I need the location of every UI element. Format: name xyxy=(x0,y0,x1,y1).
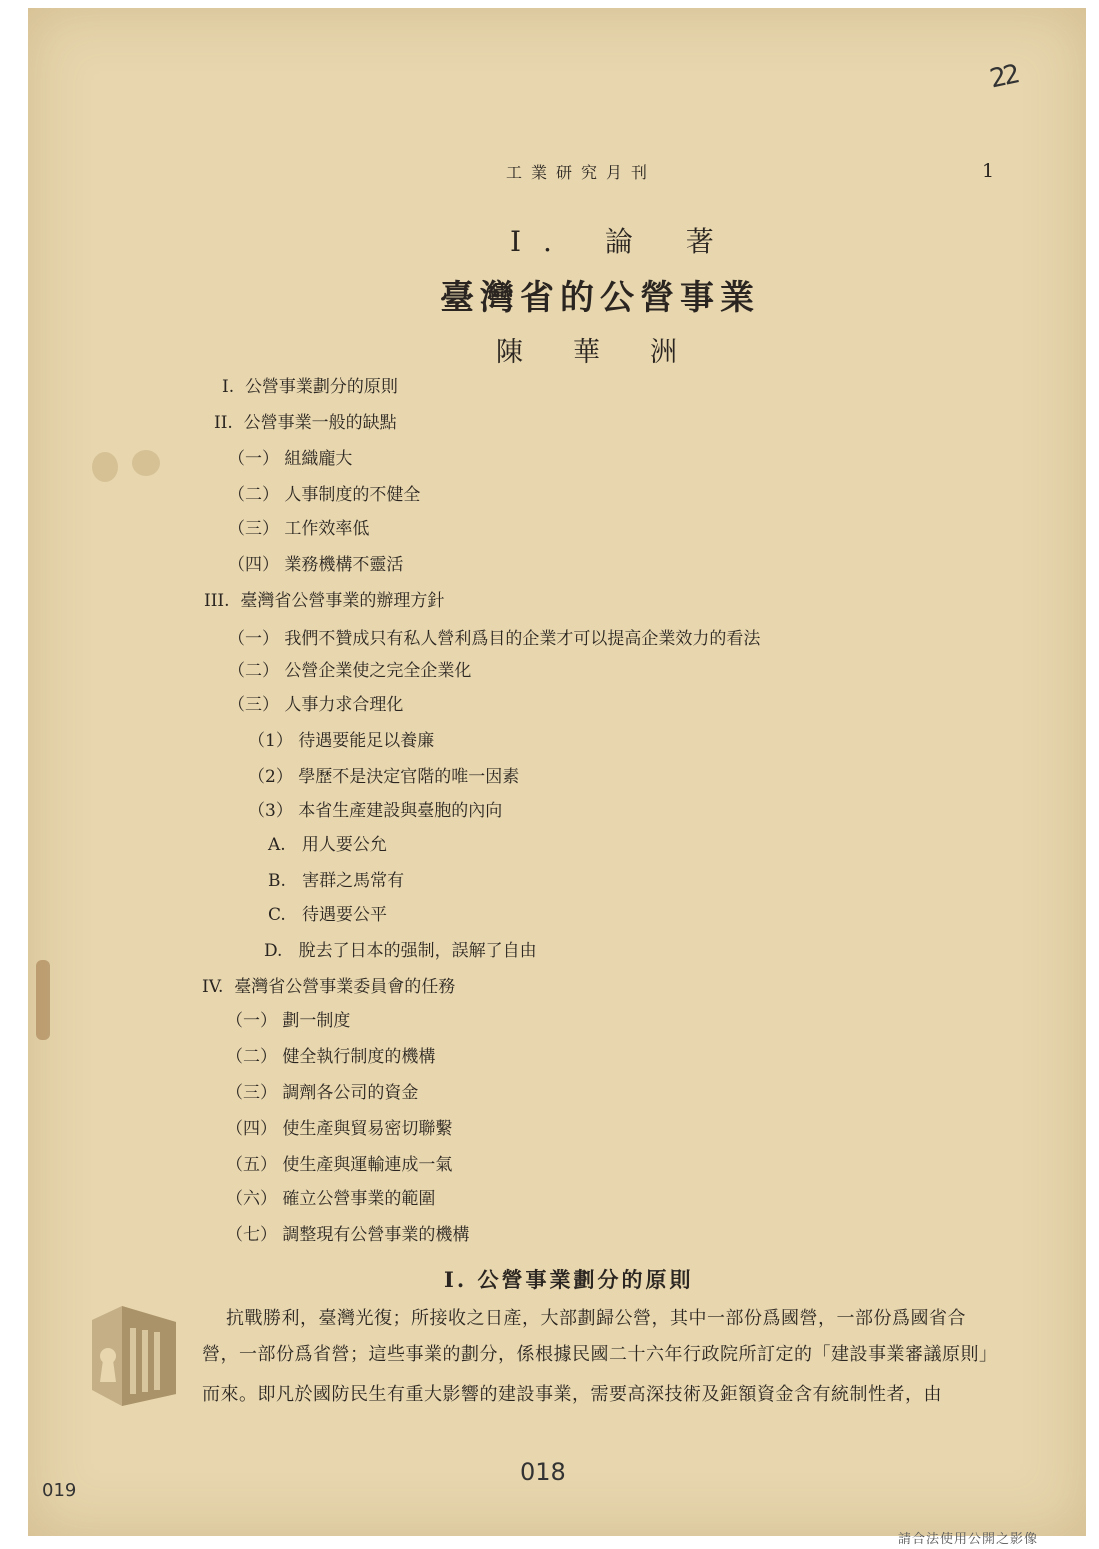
toc-item: （三） 工作效率低 xyxy=(228,519,370,539)
toc-item: III. 臺灣省公營事業的辦理方針 xyxy=(204,591,445,611)
article-author: 陳華洲 xyxy=(496,337,727,368)
toc-item: （一） 劃一制度 xyxy=(226,1011,351,1031)
body-paragraph-line: 而來。即凡於國防民生有重大影響的建設事業，需要高深技術及鉅額資金含有統制性者，由 xyxy=(202,1384,942,1405)
watermark-text: 請合法使用公開之影像 xyxy=(898,1532,1039,1547)
toc-item: （四） 業務機構不靈活 xyxy=(228,555,404,575)
handwritten-folio: 018 xyxy=(520,1458,566,1486)
body-paragraph-line: 抗戰勝利，臺灣光復；所接收之日產，大部劃歸公營，其中一部份爲國營，一部份爲國省合 xyxy=(226,1308,966,1329)
toc-item: B. 害群之馬常有 xyxy=(268,871,405,891)
handwritten-page-mark: 22 xyxy=(987,59,1020,95)
toc-item: II. 公營事業一般的缺點 xyxy=(214,413,397,433)
toc-item: C. 待遇要公平 xyxy=(268,905,388,925)
paper-stain xyxy=(132,450,160,476)
toc-item: （七） 調整現有公營事業的機構 xyxy=(226,1225,470,1245)
toc-item: （二） 人事制度的不健全 xyxy=(228,485,421,505)
toc-item: A. 用人要公允 xyxy=(268,835,387,855)
article-title: 臺灣省的公營事業 xyxy=(440,278,760,318)
toc-item: （二） 健全執行制度的機構 xyxy=(226,1047,436,1067)
toc-item: D. 脫去了日本的强制，誤解了自由 xyxy=(264,941,537,961)
toc-item: （三） 人事力求合理化 xyxy=(228,695,404,715)
section-heading: I. 公營事業劃分的原則 xyxy=(444,1267,694,1292)
body-paragraph-line: 營，一部份爲省營；這些事業的劃分，係根據民國二十六年行政院所訂定的「建設事業審議原則」 xyxy=(202,1344,998,1365)
toc-item: （四） 使生產與貿易密切聯繫 xyxy=(226,1119,453,1139)
paper-stain xyxy=(92,452,118,482)
page-number: 1 xyxy=(982,160,995,182)
toc-item: （一） 組織龐大 xyxy=(228,449,353,469)
journal-title: 工業研究月刊 xyxy=(506,163,657,182)
paper-stain xyxy=(36,960,50,1040)
toc-item: I. 公營事業劃分的原則 xyxy=(222,377,398,397)
section-title: I. 論 著 xyxy=(510,225,736,258)
toc-item: （二） 公營企業使之完全企業化 xyxy=(228,661,472,681)
toc-item: （1） 待遇要能足以養廉 xyxy=(248,731,435,751)
toc-item: （3） 本省生產建設與臺胞的內向 xyxy=(248,801,503,821)
toc-item: IV. 臺灣省公營事業委員會的任務 xyxy=(202,977,456,997)
handwritten-folio-left: 019 xyxy=(42,1480,77,1501)
toc-item: （三） 調劑各公司的資金 xyxy=(226,1083,419,1103)
toc-item: （2） 學歷不是決定官階的唯一因素 xyxy=(248,767,520,787)
library-logo-icon xyxy=(82,1298,182,1408)
toc-item: （一） 我們不贊成只有私人營利爲目的企業才可以提高企業效力的看法 xyxy=(228,629,761,649)
toc-item: （五） 使生產與運輸連成一氣 xyxy=(226,1155,453,1175)
toc-item: （六） 確立公營事業的範圍 xyxy=(226,1189,436,1209)
